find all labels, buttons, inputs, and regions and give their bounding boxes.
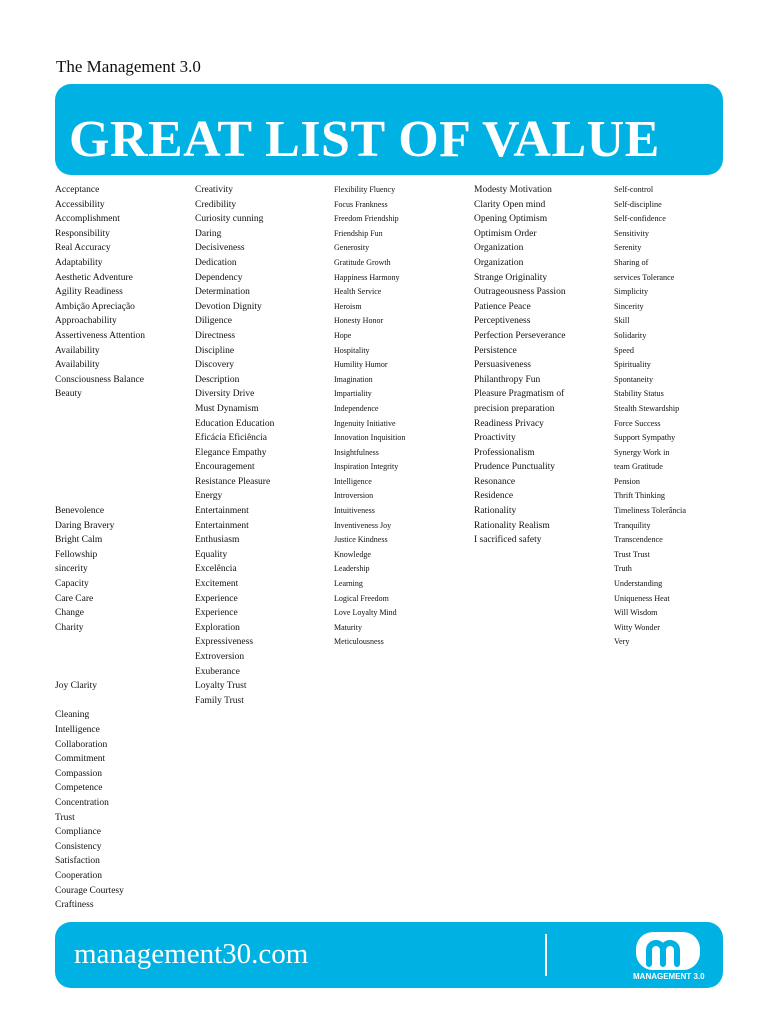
value-item: Change xyxy=(55,608,85,619)
values-column-4 xyxy=(474,183,566,548)
value-item: Leadership xyxy=(334,564,370,574)
value-item xyxy=(55,475,145,490)
value-item: Eficácia Eficiência xyxy=(195,433,267,444)
value-item: Persuasiveness xyxy=(474,360,531,371)
value-item: Serenity xyxy=(614,243,642,253)
value-item: Opening Optimism xyxy=(474,214,548,225)
value-item: Health Service xyxy=(334,287,382,297)
value-item: Commitment xyxy=(55,754,106,765)
value-item: Beauty xyxy=(55,389,82,400)
value-item: Consciousness Balance xyxy=(55,374,144,385)
value-item: Education Education xyxy=(195,418,275,429)
value-item: Agility Readiness xyxy=(55,287,123,298)
value-item: Insightfulness xyxy=(334,447,379,457)
value-item: Persistence xyxy=(474,345,517,356)
value-item: Outrageousness Passion xyxy=(474,287,566,298)
value-item: Adaptability xyxy=(55,257,103,268)
value-item: Family Trust xyxy=(195,695,244,706)
value-item: Daring Bravery xyxy=(55,520,115,531)
value-item: Will Wisdom xyxy=(614,608,658,618)
value-item: Extroversion xyxy=(195,652,245,662)
value-item: Speed xyxy=(614,345,635,355)
value-item xyxy=(55,431,145,446)
website-link[interactable]: management30.com xyxy=(74,938,309,970)
value-item: Trust xyxy=(55,812,75,823)
value-item: Dependency xyxy=(195,272,243,283)
value-item: Modesty Motivation xyxy=(474,185,552,195)
value-item: Must Dynamism xyxy=(195,403,259,414)
value-item: Independence xyxy=(334,403,379,413)
value-item: Acceptance xyxy=(55,185,100,195)
value-item xyxy=(55,694,145,709)
value-item: Spontaneity xyxy=(614,374,654,384)
logo-text: MANAGEMENT 3.0 xyxy=(633,972,705,981)
value-item: Accomplishment xyxy=(55,214,120,225)
value-item: I sacrificed safety xyxy=(474,535,542,546)
value-item: Elegance Empathy xyxy=(195,447,267,458)
value-item: Optimism Order xyxy=(474,228,537,239)
value-item: Diversity Drive xyxy=(195,389,255,400)
value-item: Tranquility xyxy=(614,520,651,530)
value-item: Innovation Inquisition xyxy=(334,433,406,443)
value-item: Justice Kindness xyxy=(334,535,388,545)
value-item: Gratitude Growth xyxy=(334,257,391,267)
value-item: Concentration xyxy=(55,797,109,808)
value-item: Cooperation xyxy=(55,870,102,881)
value-item: Freedom Friendship xyxy=(334,214,399,224)
value-item: Learning xyxy=(334,579,363,589)
value-item: Resonance xyxy=(474,476,516,487)
value-item: Hope xyxy=(334,330,352,340)
value-item: Skill xyxy=(614,316,630,326)
value-item xyxy=(55,650,145,665)
value-item: Competence xyxy=(55,783,103,794)
value-item xyxy=(55,665,145,680)
value-item: Intelligence xyxy=(334,476,372,486)
value-item: Entertainment xyxy=(195,506,249,517)
header-subtitle: The Management 3.0 xyxy=(56,57,201,76)
value-item: Craftiness xyxy=(55,900,94,911)
value-item: Daring xyxy=(195,228,222,239)
value-item: Residence xyxy=(474,491,514,502)
value-item: Consistency xyxy=(55,841,102,852)
value-item: Rationality Realism xyxy=(474,520,550,531)
value-item: Understanding xyxy=(614,579,663,589)
value-item: Sincerity xyxy=(614,301,644,311)
value-item: Imagination xyxy=(334,374,373,384)
value-item: Compassion xyxy=(55,768,102,779)
value-item: Witty Wonder xyxy=(614,622,660,632)
value-item: Experience xyxy=(195,593,238,604)
value-item: Experience xyxy=(195,608,238,619)
value-item xyxy=(55,417,145,432)
value-item: Patience Peace xyxy=(474,301,531,312)
value-item: Proactivity xyxy=(474,433,516,444)
m-logo-icon xyxy=(633,930,703,972)
value-item: Logical Freedom xyxy=(334,593,389,603)
value-item: Philanthropy Fun xyxy=(474,374,541,385)
value-item: Description xyxy=(195,374,240,385)
value-item: Rationality xyxy=(474,506,517,517)
value-item: Synergy Work in xyxy=(614,447,670,457)
value-item: Humility Humor xyxy=(334,360,388,370)
value-item: Charity xyxy=(55,622,84,633)
value-item: Inventiveness Joy xyxy=(334,520,392,530)
value-item: Truth xyxy=(614,564,632,574)
value-item: Care Care xyxy=(55,593,94,604)
value-item: Expressiveness xyxy=(195,637,254,648)
value-item: Impartiality xyxy=(334,389,372,399)
value-item: Curiosity cunning xyxy=(195,214,264,225)
title-banner xyxy=(55,84,723,175)
value-item: Pleasure Pragmatism of xyxy=(474,389,565,400)
value-item: Determination xyxy=(195,287,250,298)
value-item: Discipline xyxy=(195,345,235,356)
value-item: Organization xyxy=(474,243,524,254)
value-item: Thrift Thinking xyxy=(614,491,666,501)
value-item: Entertainment xyxy=(195,520,249,531)
value-item: Availability xyxy=(55,360,100,371)
value-item: Accessibility xyxy=(55,199,105,210)
value-item: Stealth Stewardship xyxy=(614,403,680,413)
value-item: Energy xyxy=(195,491,223,502)
value-item: Enthusiasm xyxy=(195,535,240,546)
value-item: Prudence Punctuality xyxy=(474,462,555,473)
value-item xyxy=(55,446,145,461)
value-item: Flexibility Fluency xyxy=(334,185,396,194)
value-item: Simplicity xyxy=(614,287,649,297)
value-item: Self-confidence xyxy=(614,214,666,224)
value-item: Intelligence xyxy=(55,724,100,735)
value-item: Knowledge xyxy=(334,549,371,559)
value-item: Ingenuity Initiative xyxy=(334,418,396,428)
value-item: Satisfaction xyxy=(55,856,100,867)
value-item: Courage Courtesy xyxy=(55,885,124,896)
value-item: Perceptiveness xyxy=(474,316,531,327)
value-item: Compliance xyxy=(55,827,101,838)
value-item xyxy=(55,635,145,650)
value-item: Stability Status xyxy=(614,389,664,399)
value-item: Self-control xyxy=(614,185,654,194)
value-item: Exploration xyxy=(195,622,240,633)
value-item: Friendship Fun xyxy=(334,228,383,238)
value-item: Benevolence xyxy=(55,506,105,517)
values-column-2 xyxy=(195,183,274,708)
value-item: Pension xyxy=(614,476,640,486)
value-item: Diligence xyxy=(195,316,232,327)
value-item: Spirituality xyxy=(614,360,651,370)
value-item: Meticulousness xyxy=(334,637,384,647)
value-item: Happiness Harmony xyxy=(334,272,400,282)
value-item: Availability xyxy=(55,345,100,356)
brand-logo xyxy=(633,930,703,984)
footer-divider xyxy=(545,934,547,976)
value-item: Honesty Honor xyxy=(334,316,384,326)
footer-banner xyxy=(55,922,723,988)
value-item: Assertiveness Attention xyxy=(55,330,145,341)
value-item: Devotion Dignity xyxy=(195,301,262,312)
value-item: Sensitivity xyxy=(614,228,650,238)
value-item xyxy=(55,402,145,417)
value-item: Capacity xyxy=(55,579,89,590)
value-item: Heroism xyxy=(334,301,362,311)
value-item: Decisiveness xyxy=(195,243,245,254)
value-item: services Tolerance xyxy=(614,272,675,282)
value-item: Readiness Privacy xyxy=(474,418,544,429)
value-item: Perfection Perseverance xyxy=(474,330,566,341)
value-item: Very xyxy=(614,637,630,647)
value-item: Directness xyxy=(195,330,236,341)
value-item: Cleaning xyxy=(55,710,90,721)
value-item: Excitement xyxy=(195,579,239,590)
value-item: Focus Frankness xyxy=(334,199,388,209)
value-item: Ambição Apreciação xyxy=(55,301,135,312)
value-item: Strange Originality xyxy=(474,272,548,283)
value-item: Introversion xyxy=(334,491,374,501)
value-item: Collaboration xyxy=(55,739,108,750)
value-item: Aesthetic Adventure xyxy=(55,272,133,283)
value-item: Inspiration Integrity xyxy=(334,462,399,472)
value-item: Uniqueness Heat xyxy=(614,593,670,603)
value-item: Responsibility xyxy=(55,228,110,239)
value-item: Joy Clarity xyxy=(55,681,97,692)
value-item: precision preparation xyxy=(474,403,555,414)
value-item xyxy=(55,460,145,475)
value-item: Equality xyxy=(195,549,228,560)
value-item: sincerity xyxy=(55,564,88,575)
value-item: Self-discipline xyxy=(614,199,662,209)
value-item: Creativity xyxy=(195,185,233,195)
value-item: Transcendence xyxy=(614,535,663,545)
value-item: Love Loyalty Mind xyxy=(334,608,397,618)
value-item: Trust Trust xyxy=(614,549,650,559)
value-item: Timeliness Tolerância xyxy=(614,506,686,516)
values-column-1 xyxy=(55,183,145,913)
value-item: Encouragement xyxy=(195,462,255,473)
value-item: Credibility xyxy=(195,199,237,210)
value-item: Solidarity xyxy=(614,330,647,340)
value-item: Real Accuracy xyxy=(55,243,111,254)
value-item: Support Sympathy xyxy=(614,433,676,443)
value-item: Sharing of xyxy=(614,257,649,267)
value-item: Professionalism xyxy=(474,447,535,458)
value-item: Loyalty Trust xyxy=(195,681,247,692)
value-item: Clarity Open mind xyxy=(474,199,546,210)
value-item: team Gratitude xyxy=(614,462,663,472)
value-item: Intuitiveness xyxy=(334,506,375,516)
values-column-3 xyxy=(334,183,405,650)
value-item xyxy=(55,489,145,504)
value-item: Generosity xyxy=(334,243,370,253)
value-item: Force Success xyxy=(614,418,661,428)
value-item: Dedication xyxy=(195,257,237,268)
value-item: Exuberance xyxy=(195,666,240,677)
value-item: Maturity xyxy=(334,622,362,632)
values-column-5 xyxy=(614,183,686,650)
value-item: Approachability xyxy=(55,316,117,327)
value-item: Bright Calm xyxy=(55,535,103,546)
value-item: Hospitality xyxy=(334,345,370,355)
value-item: Organization xyxy=(474,257,524,268)
value-item: Excelência xyxy=(195,564,237,575)
value-item: Resistance Pleasure xyxy=(195,476,271,487)
page-title: GREAT LIST OF VALUE xyxy=(69,111,660,168)
value-item: Fellowship xyxy=(55,549,98,560)
value-item: Discovery xyxy=(195,360,235,371)
